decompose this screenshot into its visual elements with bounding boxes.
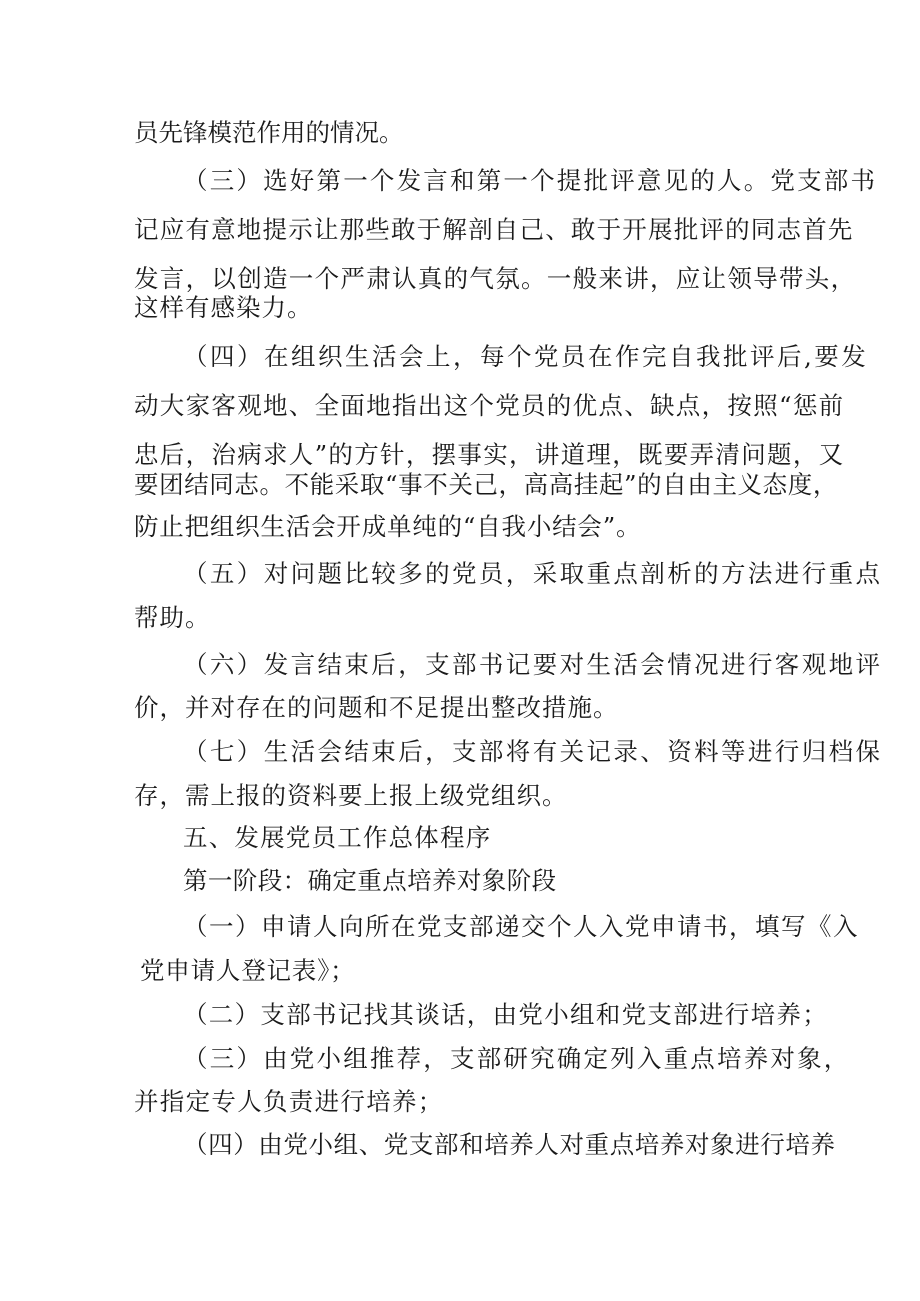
text-line: 要团结同志。不能采取“事不关己，高高挂起”的自由主义态度， [134, 470, 838, 499]
text-line: （四）在组织生活会上，每个党员在作完自我批评后,要发 [183, 342, 869, 371]
text-line: （六）发言结束后，支部书记要对生活会情况进行客观地评 [183, 650, 883, 679]
text-line: （七）生活会结束后，支部将有关记录、资料等进行归档保 [183, 737, 883, 766]
text-line: 价，并对存在的问题和不足提出整改措施。 [134, 693, 619, 722]
text-line: 忠后，治病求人”的方针，摆事实，讲道理，既要弄清问题，又 [134, 440, 845, 469]
text-line: （三）选好第一个发言和第一个提批评意见的人。党支部书 [183, 166, 878, 195]
subsection-heading: 第一阶段：确定重点培养对象阶段 [183, 866, 557, 895]
text-line: （二）支部书记找其谈话，由党小组和党支部进行培养； [183, 1000, 828, 1029]
text-line: （四）由党小组、党支部和培养人对重点培养对象进行培养 [183, 1130, 836, 1159]
section-heading: 五、发展党员工作总体程序 [183, 823, 492, 852]
text-line: （五）对问题比较多的党员，采取重点剖析的方法进行重点 [183, 559, 883, 588]
text-line: 并指定专人负责进行培养； [134, 1087, 444, 1116]
text-line: 帮助。 [134, 603, 211, 632]
text-line: （一）申请人向所在党支部递交个人入党申请书，填写《入 [183, 912, 859, 941]
text-line: 动大家客观地、全面地指出这个党员的优点、缺点，按照“惩前 [134, 391, 845, 420]
text-line: 员先锋模范作用的情况。 [134, 118, 404, 147]
text-line: 存，需上报的资料要上报上级党组织。 [134, 781, 568, 810]
text-line: 发言，以创造一个严肃认真的气氛。一般来讲，应让领导带头， [134, 264, 857, 293]
text-line: 党申请人登记表》； [140, 956, 356, 985]
text-line: （三）由党小组推荐，支部研究确定列入重点培养对象， [183, 1044, 851, 1073]
text-line: 防止把组织生活会开成单纯的“自我小结会”。 [134, 512, 642, 541]
text-line: 这样有感染力。 [134, 293, 313, 322]
text-line: 记应有意地提示让那些敢于解剖自己、敢于开展批评的同志首先 [134, 215, 854, 244]
